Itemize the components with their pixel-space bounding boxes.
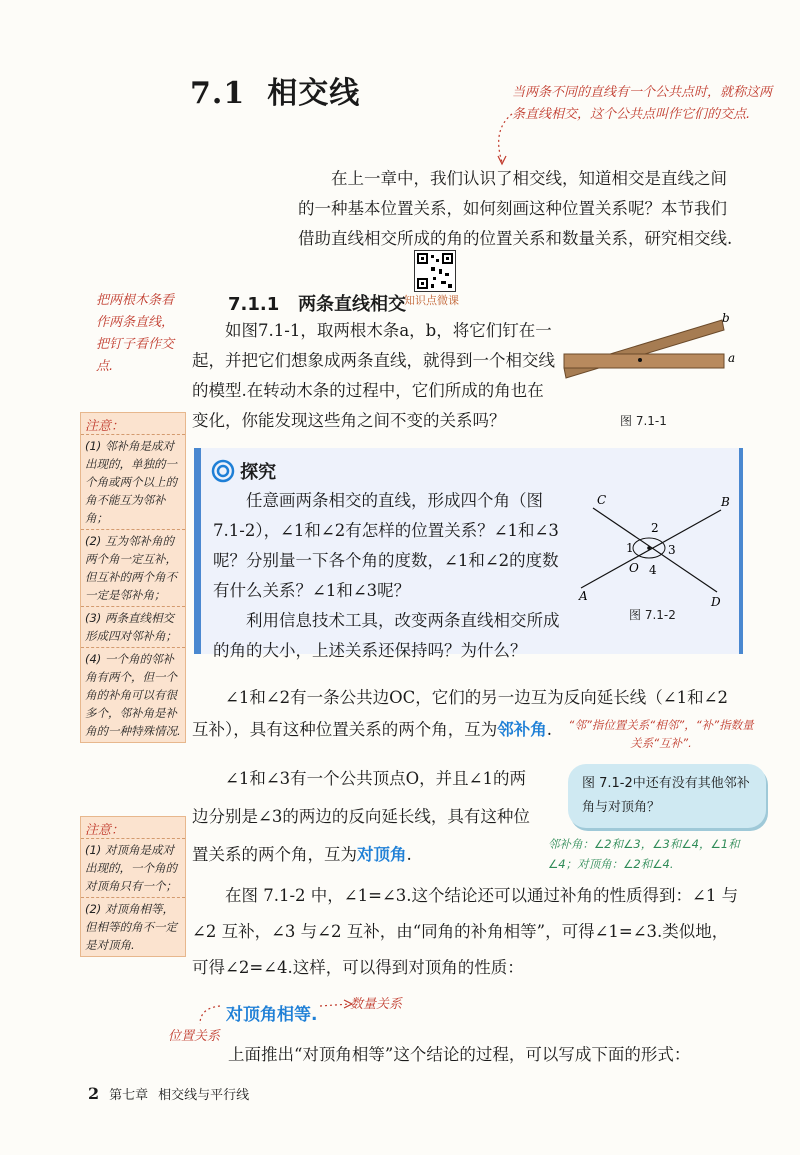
explore-title: 探究 (240, 462, 277, 483)
property-statement: 对顶角相等. (226, 1005, 318, 1025)
side-note-arrow (488, 110, 518, 170)
side-note-model: 把两根木条看作两条直线，把钉子看作交点. (96, 293, 175, 374)
chapter-number: 第七章 (109, 1088, 149, 1103)
annotation-quantity: 数量关系 (350, 997, 403, 1012)
note-item: (2) 对顶角相等，但相等的角不一定是对顶角. (81, 897, 185, 956)
wood-strip-a (564, 354, 724, 368)
label-a: a (728, 351, 736, 365)
label-A: A (579, 589, 588, 603)
qr-code-icon (415, 251, 455, 291)
figure-7-1-2 (571, 490, 731, 620)
explore-box (194, 448, 743, 660)
notes-heading: 注意： (85, 823, 125, 838)
term-vertical-angles: 对顶角 (357, 845, 407, 864)
qr-code[interactable] (414, 250, 456, 292)
paragraph-wooden-strips: 如图7.1-1，取两根木条a，b，将它们钉在一起，并把它们想象成两条直线，就得到一个相交线的模型.在转动木条的过程中，它们所成的角也在变化，你能发现这些角之间不变的关系吗？ (192, 321, 555, 430)
side-note-answer: 邻补角：∠2和∠3，∠3和∠4，∠1和∠4；对顶角：∠2和∠4. (548, 837, 740, 871)
subsection-number: 7.1.1 (228, 294, 280, 315)
explore-header (211, 458, 276, 484)
explore-paragraph-1: 任意画两条相交的直线，形成四个角（图 7.1-2），∠1和∠2有怎样的位置关系？∠1和∠3呢？ (213, 491, 559, 570)
paragraph-vertical-equal: 在图 7.1-2 中，∠1=∠3.这个结论还可以通过补角的性质得到：∠1 与∠2 互补，∠3 与∠2 互补，由“同角的补角相等”，可得∠1=∠3.类似地，可得∠2=∠4.这样，可以得到对顶角的性质： (192, 886, 739, 977)
label-O: O (629, 561, 639, 575)
page-footer (88, 1084, 249, 1103)
label-C: C (597, 493, 607, 507)
notes-heading: 注意： (85, 419, 125, 434)
adjacent-text: ∠1和∠2有一条公共边OC，它们的另一边互为反向延长线（∠1和∠2互补），具有这种位置关系的两个角，互为 (192, 688, 728, 739)
notes-box-adjacent (80, 412, 186, 743)
angle-2-label: 2 (651, 521, 659, 535)
note-item: (4) 一个角的邻补角有两个，但一个角的补角可以有很多个，邻补角是补角的一种特殊情况. (81, 647, 185, 742)
subsection-title-text: 两条直线相交 (298, 294, 407, 315)
section-number: 7.1 (190, 76, 246, 111)
section-title-text: 相交线 (267, 76, 361, 111)
paragraph-derivation: 上面推出“对顶角相等”这个结论的过程，可以写成下面的形式： (228, 1045, 691, 1064)
figure-7-1-1-caption: 图 7.1-1 (620, 414, 667, 428)
angle-1-label: 1 (626, 541, 634, 555)
figure-7-1-1 (558, 310, 748, 400)
chapter-title: 相交线与平行线 (158, 1088, 250, 1103)
side-note-definition: 当两条不同的直线有一个公共点时，就称这两条直线相交，这个公共点叫作它们的交点. (512, 85, 773, 122)
figure-7-1-2-caption: 图 7.1-2 (629, 608, 676, 622)
label-B: B (721, 495, 730, 509)
paragraph-vertical-angles (192, 760, 540, 874)
vertical-text: ∠1和∠3有一个公共顶点O，并且∠1的两边分别是∠3的两边的反向延长线，具有这种位置关系的两个角，互为 (192, 769, 530, 864)
section-title (190, 68, 360, 112)
note-item: (1) 对顶角是成对出现的，一个角的对顶角只有一个； (81, 838, 185, 897)
intro-paragraph: 在上一章中，我们认识了相交线，知道相交是直线之间的一种基本位置关系，如何刻画这种位置关系呢？本节我们借助直线相交所成的角的位置关系和数量关系，研究相交线. (298, 169, 733, 248)
explore-paragraph-2: 分别量一下各个角的度数，∠1和∠2的度数有什么关系？∠1和∠3呢？ (213, 551, 559, 600)
annotation-position: 位置关系 (168, 1029, 221, 1044)
note-item: (2) 互为邻补角的两个角一定互补，但互补的两个角不一定是邻补角； (81, 529, 185, 606)
note-item: (1) 邻补角是成对出现的，单独的一个角或两个以上的角不能互为邻补角； (81, 434, 185, 529)
label-D: D (711, 595, 721, 609)
nail-point (638, 358, 642, 362)
adjacent-end: . (546, 720, 552, 739)
note-item: (3) 两条直线相交形成四对邻补角； (81, 606, 185, 647)
subsection-title (228, 290, 406, 316)
explore-paragraph-3: 利用信息技术工具，改变两条直线相交所成的角的大小，上述关系还保持吗？为什么？ (213, 611, 560, 660)
question-bubble: 图 7.1-2中还有没有其他邻补角与对顶角？ (568, 764, 766, 828)
qr-label: 知识点微课 (404, 294, 459, 307)
term-adjacent-supplementary: 邻补角 (497, 720, 547, 739)
wood-strip-b (564, 320, 724, 378)
point-O (647, 546, 651, 550)
label-b: b (722, 311, 730, 325)
vertical-end: . (406, 845, 412, 864)
side-note-meaning: “邻”指位置关系“相邻”，“补”指数量关系“互补”. (568, 718, 754, 750)
page-number: 2 (88, 1084, 100, 1103)
angle-3-label: 3 (668, 543, 676, 557)
explore-icon (211, 459, 235, 483)
angle-4-label: 4 (649, 563, 657, 577)
notes-box-vertical (80, 816, 186, 957)
